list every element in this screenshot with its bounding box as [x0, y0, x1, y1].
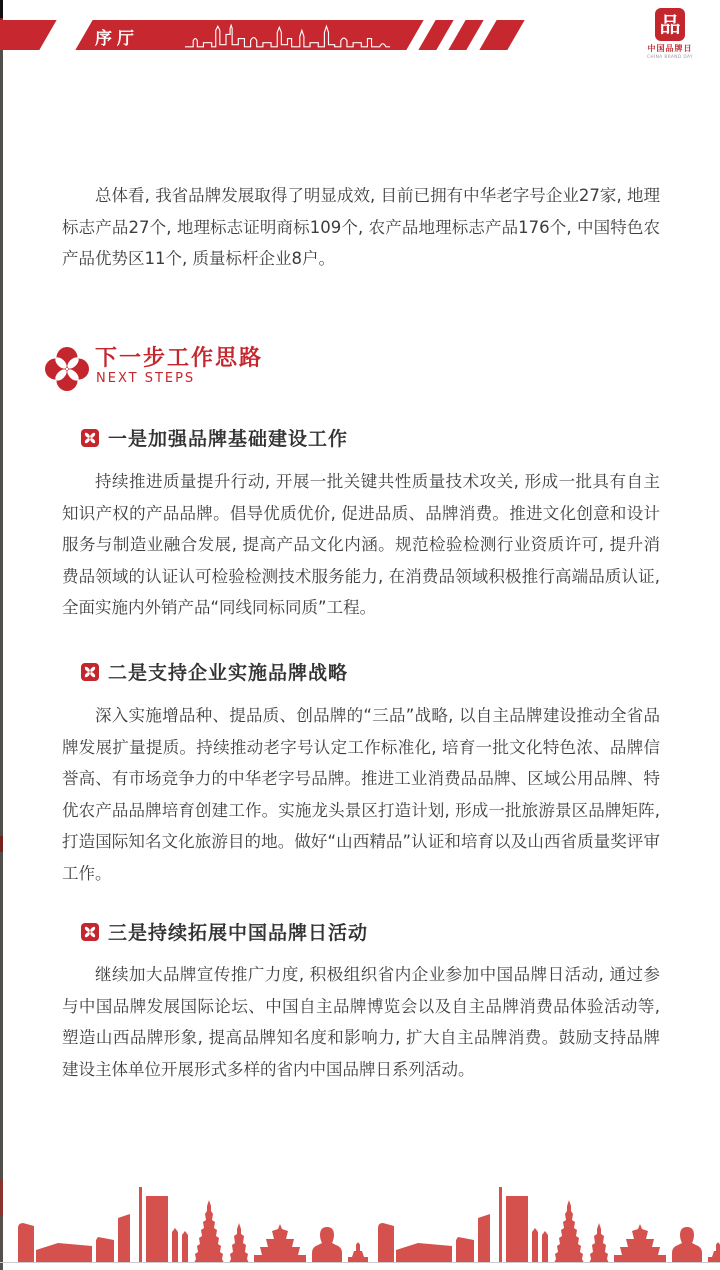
subsection-heading-3 [81, 918, 368, 945]
mini-flower-icon [81, 663, 99, 681]
page-left-edge [0, 0, 3, 1270]
flower-icon [44, 346, 90, 392]
subsection-heading-1 [81, 424, 348, 451]
china-brand-day-logo [640, 8, 700, 60]
subsection-title: 三是持续拓展中国品牌日活动 [108, 922, 369, 944]
mini-flower-icon [81, 429, 99, 447]
city-skyline-silhouette [0, 1183, 720, 1263]
brand-seal-icon [655, 8, 685, 41]
banner-title: 序厅 [95, 29, 139, 49]
bottom-divider [0, 1262, 720, 1263]
subsection-title: 一是加强品牌基础建设工作 [108, 428, 349, 450]
seal-glyph: 品 [659, 12, 681, 37]
banner-stripe-3 [479, 20, 524, 50]
subsection-body-1: 持续推进质量提升行动, 开展一批关键共性质量技术攻关, 形成一批具有自主知识产权的产品品牌。倡导优质优价, 促进品质、品牌消费。推进文化创意和设计服务与制造业融合发展, 提高产品文化内涵。规范检验检测行业资质许可, 提升消费品领域的认证认可检验检测技术服务能力, 在消费品领域积极推行高端品质认证, 全面实施内外销产品“同线同标同质”工程。 [62, 472, 660, 617]
logo-subtitle: CHINA BRAND DAY [646, 54, 694, 60]
mini-flower-icon [81, 923, 99, 941]
subsection-body-3: 继续加大品牌宣传推广力度, 积极组织省内企业参加中国品牌日活动, 通过参与中国品牌发展国际论坛、中国自主品牌博览会以及自主品牌消费品体验活动等, 塑造山西品牌形象, 提高品牌知名度和影响力, 扩大自主品牌消费。鼓励支持品牌建设主体单位开展形式多样的省内中国品牌日系列活动。 [62, 965, 660, 1079]
subsection-heading-2 [81, 658, 348, 685]
section-title: 下一步工作思路 [95, 345, 264, 371]
banner-stripe-2 [448, 20, 483, 50]
subsection-title: 二是支持企业实施品牌战略 [108, 662, 349, 684]
section-subtitle: NEXT STEPS [96, 371, 196, 386]
city-skyline-outline-icon [185, 22, 390, 49]
logo-title: 中国品牌日 [647, 44, 693, 53]
subsection-body-2: 深入实施增品种、提品质、创品牌的“三品”战略, 以自主品牌建设推动全省品牌发展扩量提质。持续推动老字号认定工作标准化, 培育一批文化特色浓、品牌信誉高、有市场竞争力的中华老字号品牌。推进工业消费品品牌、区域公用品牌、特优农产品品牌培育创建工作。实施龙头景区打造计划, 形成一批旅游景区品牌矩阵, 打造国际知名文化旅游目的地。做好“山西精品”认证和培育以及山西省质量奖评审工作。 [62, 706, 660, 883]
intro-paragraph: 总体看, 我省品牌发展取得了明显成效, 目前已拥有中华老字号企业27家, 地理标志产品27个, 地理标志证明商标109个, 农产品地理标志产品176个, 中国特色农产品优势区11个, 质量标杆企业8户。 [62, 186, 660, 268]
banner-stripe-1 [418, 20, 453, 50]
